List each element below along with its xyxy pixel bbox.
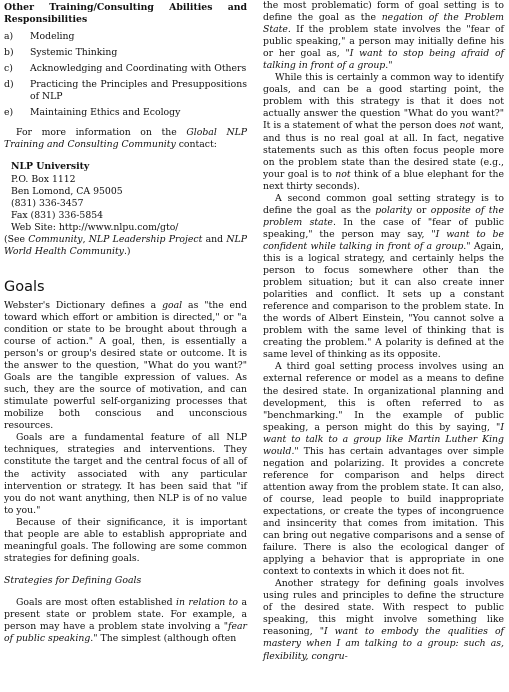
body-paragraph: Goals are most often established in relation to a present state or problem state. For example, a person may have a problem state involving a "fear of public speaking." The simplest (although often — [4, 596, 248, 645]
org-name: NLP University — [11, 161, 90, 173]
section-heading: Other Training/Consulting Abilities and Responsibilities — [4, 2, 247, 26]
body-paragraph: A third goal setting process involves using an external reference or model as a means to define the desired state. In organizational planning and development, this is often referred to as "benchmarking." In the example of public speaking, a person might do this by saying, "I want to talk to a group like Martin Luther King would." This has certain advantages over simple negation and polarizing. It provides a concrete reference for comparison and helps direct attention away from the problem state. It can also, of course, lead people to build inappropriate expectations, or create the types of incongruence and insincerity that comes from imitation. This can bring out negative comparisons and a sense of failure. There is also the ecological danger of applying a behavior that is appropriate in one context to contexts in which it does not fit. — [263, 361, 504, 578]
contact-line: (831) 336-3457 — [11, 197, 84, 209]
contact-block — [4, 161, 247, 233]
body-paragraph: While this is certainly a common way to identify goals, and can be a good starting point, the problem with this strategy is that it does not actually answer the question "What do you want?" It is a statement of what the person does not want, and thus is no real goal at all. In fact, negative statements such as this often focus people more on the problem state than the desired state (e.g., your goal is to not think of a blue elephant for the next thirty seconds). — [263, 72, 505, 192]
goals-title: Goals — [4, 278, 45, 295]
contact-line: Ben Lomond, CA 95005 — [11, 185, 123, 197]
web-site-link[interactable]: Web Site: http://www.nlpu.com/gto/ — [11, 221, 179, 233]
contact-line: P.O. Box 1112 — [11, 173, 76, 185]
body-paragraph: Another strategy for defining goals involves using rules and principles to define the structure of the desired state. With respect to public speaking, this might involve something like reasoning, "I want to embody the qualities of mastery when I am talking to a group: such as, flexibility, congru- — [263, 578, 504, 662]
list-item: c) Acknowledging and Coordinating with Others — [4, 63, 247, 75]
body-paragraph: A second common goal setting strategy is to define the goal as the polarity or opposite of the problem state. In the case of "fear of public speaking," the person may say, "I want to be confident while talking in front of a group." Again, this is a logical strategy, and certainly helps the person to focus somewhere other than the problem situation; but it can also create inner polarities and conflict. It sets up a constant reference and comparison to the problem state. In the words of Albert Einstein, "You cannot solve a problem with the same level of thinking that is creating the problem." A polarity is defined at the same level of thinking as its opposite. — [263, 192, 505, 361]
list-item: b) Systemic Thinking — [4, 47, 118, 59]
body-paragraph: Webster's Dictionary defines a goal as "the end toward which effort or ambition is directed," or "a condition or state to be brought about through a course of action." A goal, then, is essentially a person's or group's desired state or outcome. It is the answer to the question, "What do you want?" Goals are the tangible expression of values. As such, they are the source of motivation, and can stimulate powerful self-organizing processes that mobilize both conscious and unconscious resources. — [4, 299, 247, 432]
subheading: Strategies for Defining Goals — [4, 574, 142, 586]
contact-line: Fax (831) 336-5854 — [11, 209, 104, 221]
abilities-list — [4, 31, 247, 119]
see-also-text: (See Community, NLP Leadership Project and NLP World Health Community.) — [4, 233, 247, 257]
body-paragraph: Because of their significance, it is important that people are able to establish appropriate and meaningful goals. The following are some common strategies for defining goals. — [4, 516, 247, 564]
more-info-text: For more information on the Global NLP Training and Consulting Community contact: — [4, 127, 248, 151]
list-item: a) Modeling — [4, 31, 75, 43]
list-item: e) Maintaining Ethics and Ecology — [4, 107, 181, 119]
body-paragraph: the most problematic) form of goal setting is to define the goal as the negation of the Problem State. If the problem state involves the "fear of public speaking," a person may initially define his or her goal as, "I want to stop being afraid of talking in front of a group." — [263, 0, 504, 72]
left-column — [4, 0, 247, 645]
right-column — [263, 0, 504, 663]
body-paragraph: Goals are a fundamental feature of all NLP techniques, strategies and interventions. They constitute the target and the central focus of all of the activity associated with any particular intervention or strategy. It has been said that "if you do not want anything, then NLP is of no value to you." — [4, 432, 247, 516]
list-item: d) Practicing the Principles and Presuppositions of NLP — [4, 79, 247, 103]
